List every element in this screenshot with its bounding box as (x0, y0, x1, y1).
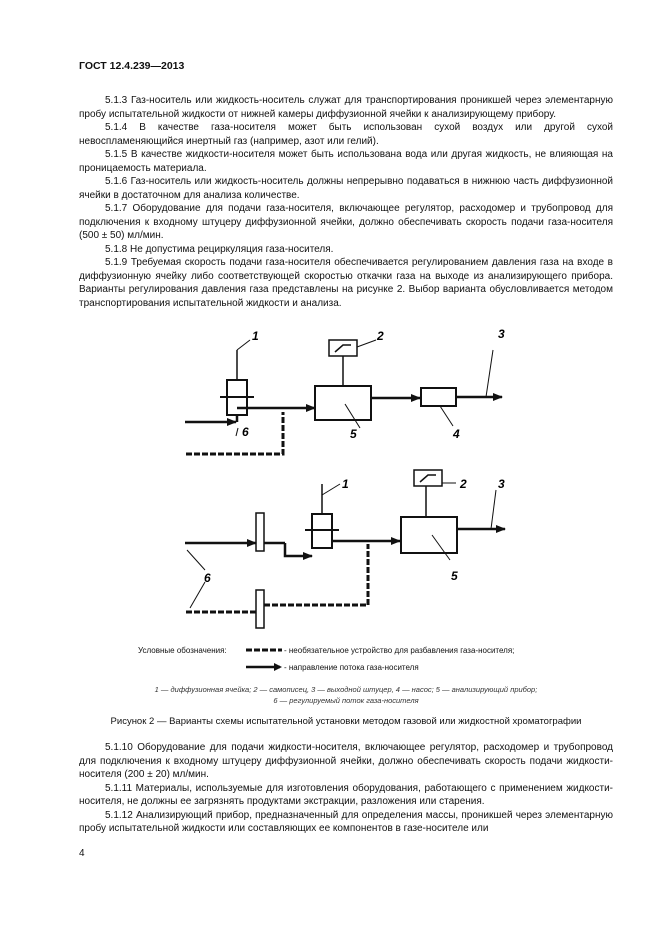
legend-item-dilution: - необязательное устройство для разбавления газа-носителя; (284, 646, 515, 655)
legend-title: Условные обозначения: (138, 646, 227, 655)
v2-dilution-dashed-line (186, 544, 368, 612)
v2-label-2: 2 (460, 477, 467, 491)
v2-valve-upper (256, 513, 264, 551)
paragraph-5-1-3: 5.1.3 Газ-носитель или жидкость-носитель служат для транспортирования проникшей через элементарную пробу испытательной жидкости от нижней камеры диффузионной ячейки к анализирующему прибору. (79, 95, 613, 120)
paragraph-5-1-5: 5.1.5 В качестве жидкости-носителя может быть использована вода или другая жидкость, не влияющая на проницаемость материала. (79, 149, 613, 174)
paragraph-5-1-7: 5.1.7 Оборудование для подачи газа-носителя, включающее регулятор, расходомер и трубопровод для подключения к входному штуцеру диффузионной ячейки, должно обеспечивать скорость подачи газа-носителя (500 ± 50) мл/мин. (79, 203, 613, 241)
v1-label-5: 5 (350, 427, 357, 441)
legend-item-flow: - направление потока газа-носителя (284, 663, 419, 672)
figure-caption: Рисунок 2 — Варианты схемы испытательной установки методом газовой или жидкостной хроматографии (110, 716, 582, 727)
v2-label-6: 6 (204, 571, 211, 585)
v1-label-1: 1 (252, 329, 259, 343)
paragraph-5-1-8: 5.1.8 Не допустима рециркуляция газа-носителя. (105, 243, 334, 255)
v1-label-6: 6 (242, 425, 249, 439)
v2-analyzer (401, 517, 457, 553)
paragraph-5-1-11: 5.1.11 Материалы, используемые для изготовления оборудования, работающего с применением жидкости-носителя, не должны ее загрязнять продуктами экстракции, разложения или старения. (79, 782, 613, 807)
text-block-bottom (79, 741, 613, 836)
figure-2-diagram (150, 320, 530, 640)
v1-label-3: 3 (498, 327, 505, 341)
document-header: ГОСТ 12.4.239—2013 (79, 60, 185, 72)
paragraph-5-1-6: 5.1.6 Газ-носитель или жидкость-носитель должны непрерывно подаваться в нижнюю часть диффузионной ячейки в достаточном для анализа количестве. (79, 176, 613, 201)
paragraph-5-1-12: 5.1.12 Анализирующий прибор, предназначенный для определения массы, проникшей через элементарную пробу испытательной жидкости или составляющих ее компонентов в газе-носителе или (79, 809, 613, 834)
v2-valve-lower (256, 590, 264, 628)
figure-key-line-1: 1 — диффузионная ячейка; 2 — самописец, 3 — выходной штуцер, 4 — насос; 5 — анализирующий прибор; (154, 685, 538, 694)
paragraph-5-1-9: 5.1.9 Требуемая скорость подачи газа-носителя обеспечивается регулированием давления газа на входе в диффузионную ячейку либо соответствующей скоростью откачки газа на выходе из анализирующего прибора. Варианты регулирования давления газа представлены на рисунке 2. Выбор варианта обусловливается методом транспортирования испытательной жидкости и анализа. (79, 257, 613, 309)
v2-label-1: 1 (342, 477, 349, 491)
v1-label-4: 4 (453, 427, 460, 441)
v1-pump (421, 388, 456, 406)
paragraph-5-1-10: 5.1.10 Оборудование для подачи жидкости-носителя, включающее регулятор, расходомер и трубопровод для подключения к входному штуцеру диффузионной ячейки, должно обеспечивать скорость подачи жидкости-носителя (200 ± 20) мл/мин. (79, 742, 613, 780)
v1-analyzer (315, 386, 371, 420)
legend-symbols (244, 646, 284, 674)
v1-dilution-dashed-line (186, 412, 283, 454)
figure-key-line-2: 6 — регулируемый поток газа-носителя (273, 696, 419, 705)
v2-label-3: 3 (498, 477, 505, 491)
v2-recorder (414, 470, 442, 486)
v1-label-2: 2 (377, 329, 384, 343)
text-block-top (79, 94, 613, 310)
v1-recorder (329, 340, 357, 356)
page-number: 4 (79, 848, 85, 859)
paragraph-5-1-4: 5.1.4 В качестве газа-носителя может быть использован сухой воздух или другой сухой невоспламеняющийся инертный газ (например, азот или гелий). (79, 122, 613, 147)
v2-label-5: 5 (451, 569, 458, 583)
